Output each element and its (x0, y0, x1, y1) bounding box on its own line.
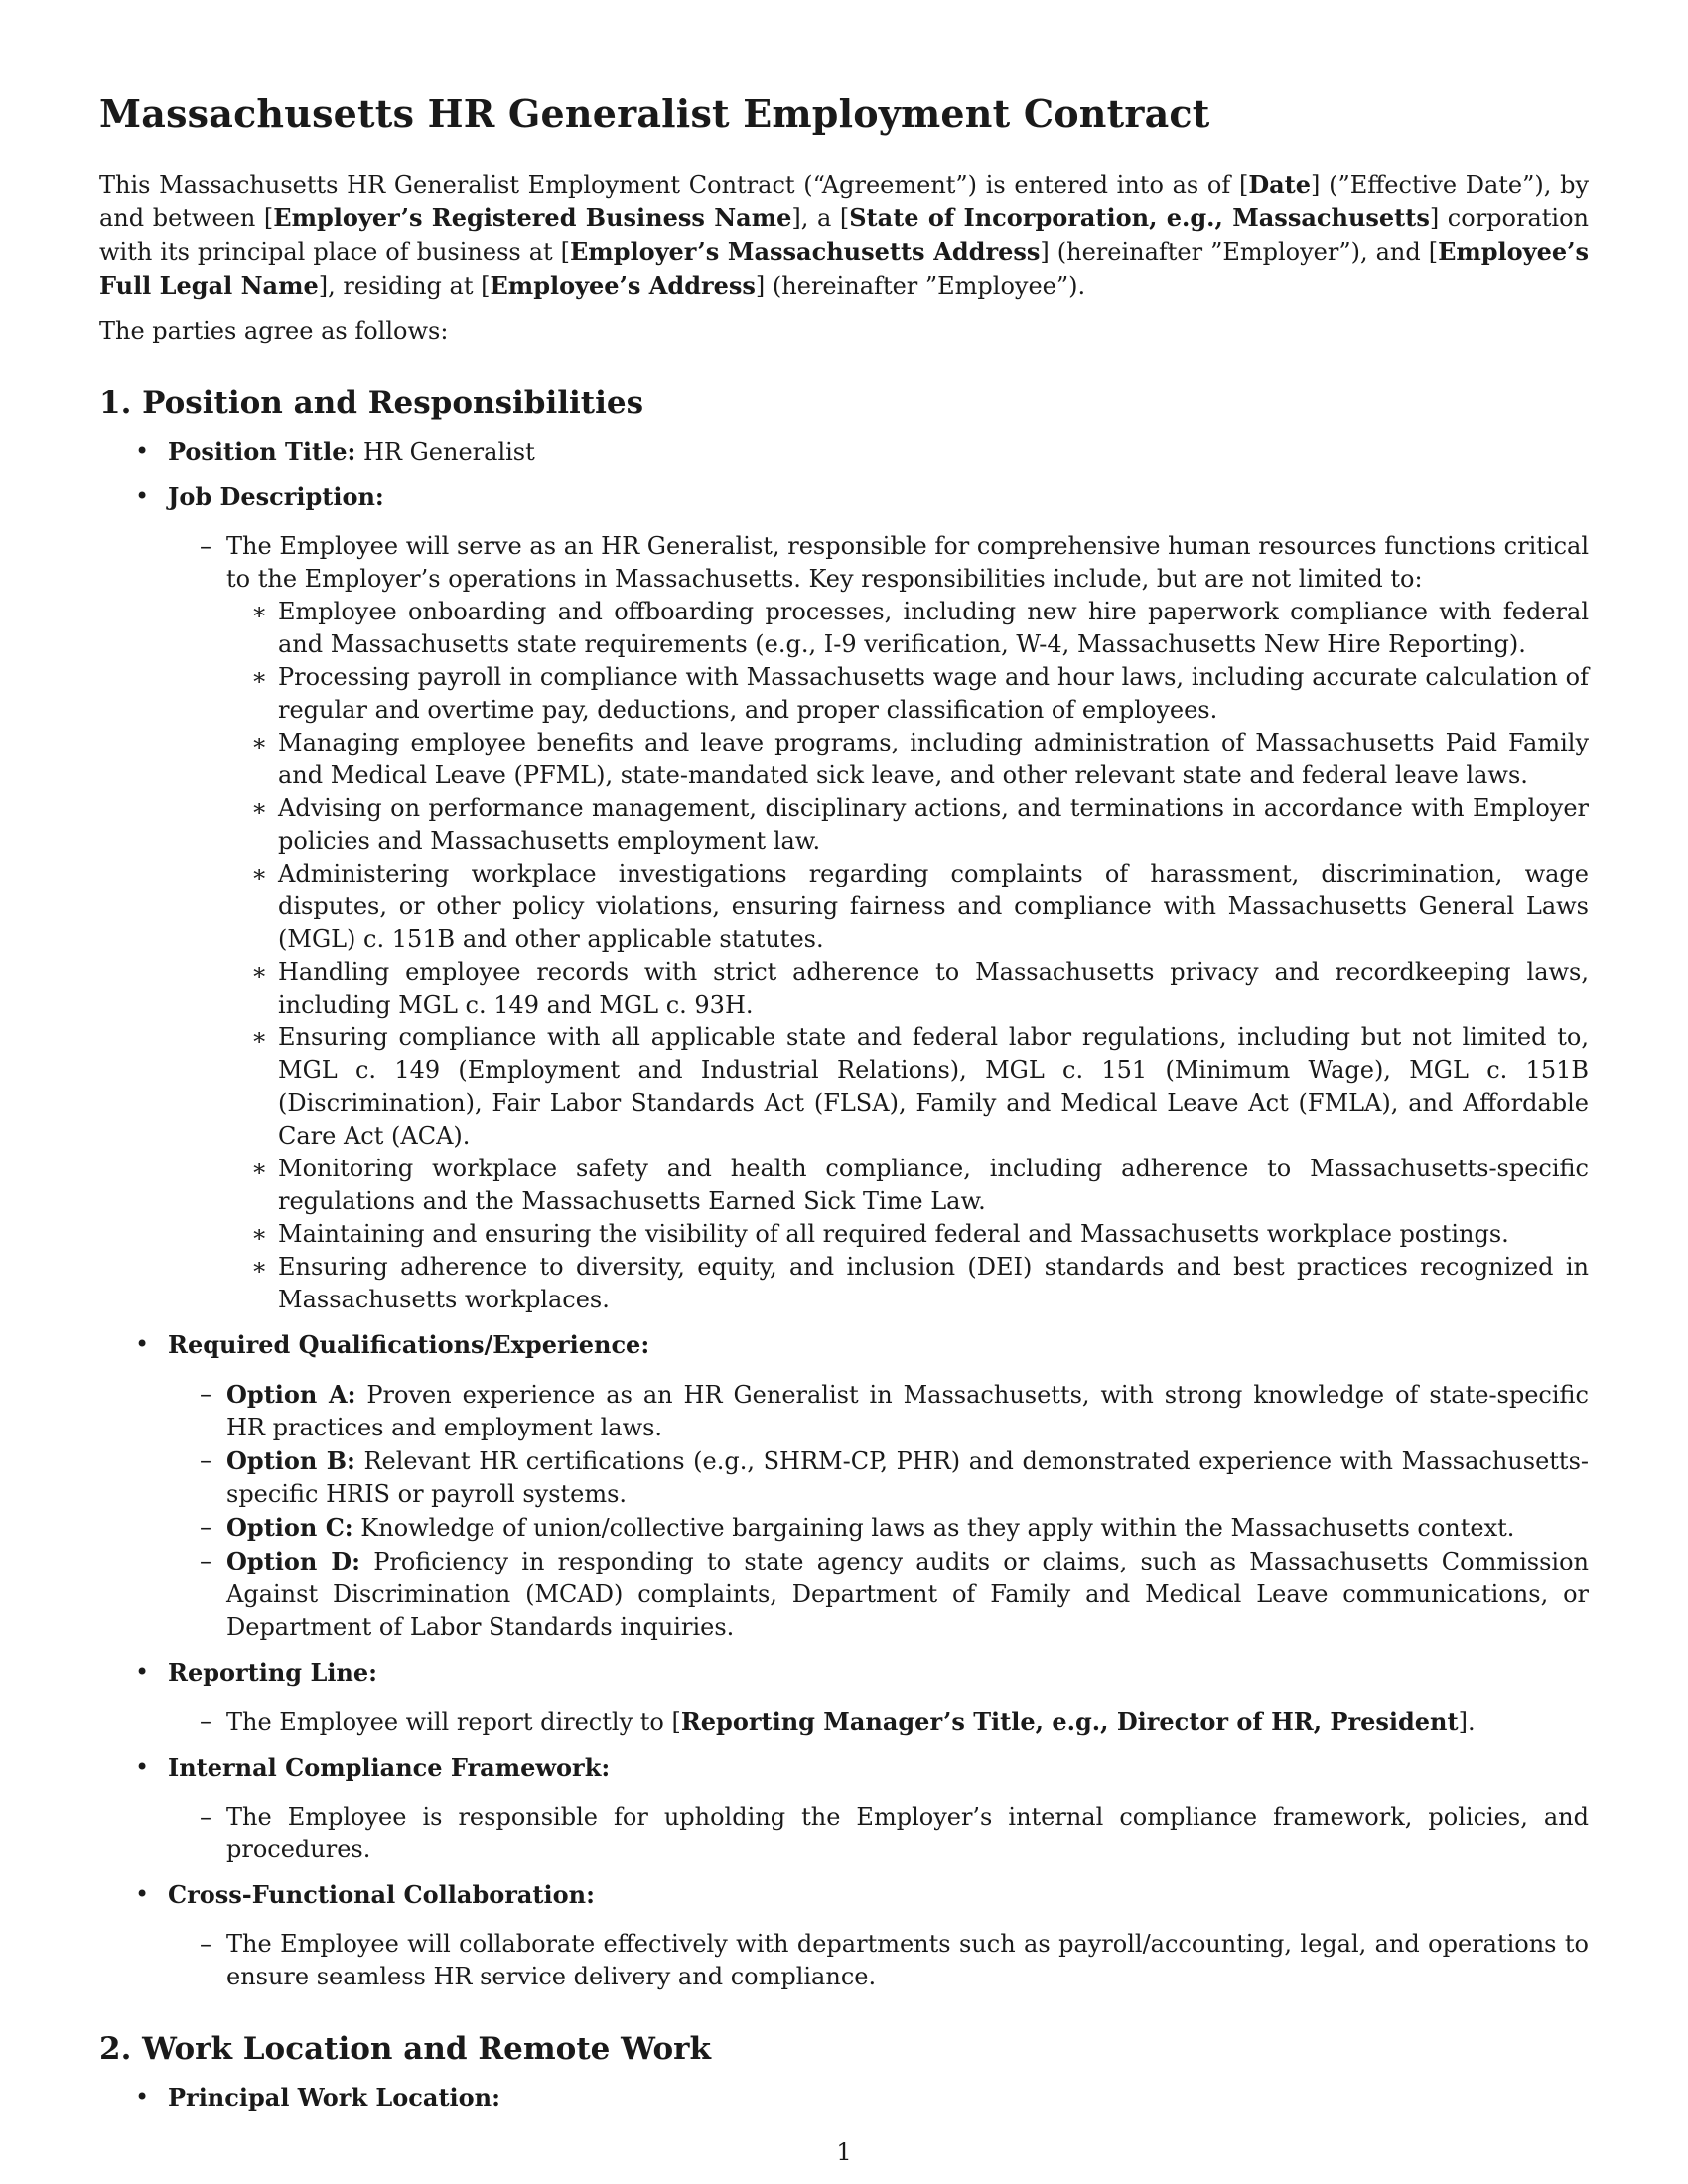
duty-item: ∗ Handling employee records with strict adherence to Massachusetts privacy and recordkeeping laws, including MGL c. 149 and MGL c. 93H. (226, 956, 1589, 1022)
duty-item: ∗ Ensuring adherence to diversity, equity, and inclusion (DEI) standards and best practices recognized in Massachusetts workplaces. (226, 1251, 1589, 1316)
job-description-text: – The Employee will serve as an HR Generalist, responsible for comprehensive human resources functions critical to the Employer’s operations in Massachusetts. Key responsibilities include, but are not limited to: ∗ Employee onboarding and offboarding processes, including new hire paperwork compliance with federal and Massachusetts state requirements (e.g., I-9 verification, W-4, Massachusetts New Hire Reporting). ∗ Processing payroll in compliance with Massachusetts wage and hour laws, including accurate calculation of regular and overtime pay, deductions, and proper classification of employees. ∗ Managing employee benefits and leave programs, including administration of Massachusetts Paid Family and Medical Leave (PFML), state-mandated sick leave, and other relevant state and federal leave laws. ∗ Advising on performance management, disciplinary actions, and terminations in accordance with Employer policies and Massachusetts employment law. ∗ Administering workplace investigations regarding complaints of harassment, discrimination, wage disputes, or other policy violations, ensuring fairness and compliance with Massachusetts General Laws (MGL) c. 151B and other applicable statutes. ∗ Handling employee records with strict adherence to Massachusetts privacy and recordkeeping laws, including MGL c. 149 and MGL c. 93H. ∗ Ensuring compliance with all applicable state and federal labor regulations, including but not limited to, MGL c. 149 (Employment and Industrial Relations), MGL c. 151 (Minimum Wage), MGL c. 151B (Discrimination), Fair Labor Standards Act (FLSA), Family and Medical Leave Act (FMLA), and Affordable Care Act (ACA). ∗ Monitoring workplace safety and health compliance, including adherence to Massachusetts-specific regulations and the Massachusetts Earned Sick Time Law. ∗ Maintaining and ensuring the visibility of all required federal and Massachusetts workplace postings. ∗ Ensuring adherence to diversity, equity, and inclusion (DEI) standards and best practices recognized in Massachusetts workplaces. (168, 530, 1589, 1316)
qualifications-item: • Required Qualifications/Experience: – Option A: Proven experience as an HR Generalist in Massachusetts, with strong knowledge of state-specific HR practices and employment laws. – Option B: Relevant HR certifications (e.g., SHRM-CP, PHR) and demonstrated experience with Massachusetts-specific HRIS or payroll systems. – Option C: Knowledge of union/collective bargaining laws as they apply within the Massachusetts context. – Option D: Proficiency in responding to state agency audits or claims, such as Massachusetts Commission Against Discrimination (MCAD) complaints, Department of Family and Medical Leave communications, or Department of Labor Standards inquiries. (99, 1328, 1589, 1644)
document-title: Massachusetts HR Generalist Employment Contract (99, 91, 1210, 136)
position-title-item: • Position Title: HR Generalist (99, 435, 1589, 469)
option-item: – Option B: Relevant HR certifications (e.g., SHRM-CP, PHR) and demonstrated experience with Massachusetts-specific HRIS or payroll systems. (168, 1444, 1589, 1511)
reporting-line-text: – The Employee will report directly to [Reporting Manager’s Title, e.g., Director of HR, President]. (168, 1706, 1589, 1739)
section-2-list (99, 2081, 1589, 2115)
section-2-heading: 2. Work Location and Remote Work (99, 2031, 711, 2067)
option-item: – Option C: Knowledge of union/collective bargaining laws as they apply within the Massachusetts context. (168, 1511, 1589, 1545)
duty-item: ∗ Maintaining and ensuring the visibility of all required federal and Massachusetts workplace postings. (226, 1218, 1589, 1251)
option-item: – Option D: Proficiency in responding to state agency audits or claims, such as Massachusetts Commission Against Discrimination (MCAD) complaints, Department of Family and Medical Leave communications, or Department of Labor Standards inquiries. (168, 1545, 1589, 1644)
intro-paragraph: This Massachusetts HR Generalist Employment Contract (“Agreement”) is entered into as of [Date] (”Effective Date”), by and between [Employer’s Registered Business Name], a [State of Incorporation, e.g., Massachusetts] corporation with its principal place of business at [Employer’s Massachusetts Address] (hereinafter ”Employer”), and [Employee’s Full Legal Name], residing at [Employee’s Address] (hereinafter ”Employee”). (99, 170, 1590, 300)
compliance-framework-text: – The Employee is responsible for upholding the Employer’s internal compliance framework, policies, and procedures. (168, 1801, 1589, 1866)
date-placeholder: Date (1248, 170, 1312, 199)
duty-item: ∗ Employee onboarding and offboarding processes, including new hire paperwork compliance with federal and Massachusetts state requirements (e.g., I-9 verification, W-4, Massachusetts New Hire Reporting). (226, 596, 1589, 661)
agree-paragraph: The parties agree as follows: (99, 317, 449, 344)
compliance-framework-item: • Internal Compliance Framework: – The Employee is responsible for upholding the Employer’s internal compliance framework, policies, and procedures. (99, 1751, 1589, 1866)
duty-item: ∗ Processing payroll in compliance with Massachusetts wage and hour laws, including accurate calculation of regular and overtime pay, deductions, and proper classification of employees. (226, 661, 1589, 727)
duty-item: ∗ Ensuring compliance with all applicable state and federal labor regulations, including but not limited to, MGL c. 149 (Employment and Industrial Relations), MGL c. 151 (Minimum Wage), MGL c. 151B (Discrimination), Fair Labor Standards Act (FLSA), Family and Medical Leave Act (FMLA), and Affordable Care Act (ACA). (226, 1022, 1589, 1153)
state-placeholder: State of Incorporation, e.g., Massachusetts (849, 204, 1430, 232)
duty-item: ∗ Administering workplace investigations regarding complaints of harassment, discrimination, wage disputes, or other policy violations, ensuring fairness and compliance with Massachusetts General Laws (MGL) c. 151B and other applicable statutes. (226, 858, 1589, 956)
section-1-list (99, 435, 1589, 1993)
employer-address-placeholder: Employer’s Massachusetts Address (570, 237, 1041, 266)
option-item: – Option A: Proven experience as an HR Generalist in Massachusetts, with strong knowledge of state-specific HR practices and employment laws. (168, 1378, 1589, 1444)
collaboration-text: – The Employee will collaborate effectively with departments such as payroll/accounting, legal, and operations to ensure seamless HR service delivery and compliance. (168, 1928, 1589, 1993)
section-1-heading: 1. Position and Responsibilities (99, 385, 644, 421)
page-number: 1 (836, 2138, 852, 2166)
principal-work-location-item: • Principal Work Location: (99, 2081, 1589, 2115)
job-description-item: • Job Description: – The Employee will serve as an HR Generalist, responsible for comprehensive human resources functions critical to the Employer’s operations in Massachusetts. Key responsibilities include, but are not limited to: ∗ Employee onboarding and offboarding processes, including new hire paperwork compliance with federal and Massachusetts state requirements (e.g., I-9 verification, W-4, Massachusetts New Hire Reporting). ∗ Processing payroll in compliance with Massachusetts wage and hour laws, including accurate calculation of regular and overtime pay, deductions, and proper classification of employees. ∗ Managing employee benefits and leave programs, including administration of Massachusetts Paid Family and Medical Leave (PFML), state-mandated sick leave, and other relevant state and federal leave laws. ∗ Advising on performance management, disciplinary actions, and terminations in accordance with Employer policies and Massachusetts employment law. ∗ Administering workplace investigations regarding complaints of harassment, discrimination, wage disputes, or other policy violations, ensuring fairness and compliance with Massachusetts General Laws (MGL) c. 151B and other applicable statutes. ∗ Handling employee records with strict adherence to Massachusetts privacy and recordkeeping laws, including MGL c. 149 and MGL c. 93H. ∗ Ensuring compliance with all applicable state and federal labor regulations, including but not limited to, MGL c. 149 (Employment and Industrial Relations), MGL c. 151 (Minimum Wage), MGL c. 151B (Discrimination), Fair Labor Standards Act (FLSA), Family and Medical Leave Act (FMLA), and Affordable Care Act (ACA). ∗ Monitoring workplace safety and health compliance, including adherence to Massachusetts-specific regulations and the Massachusetts Earned Sick Time Law. ∗ Maintaining and ensuring the visibility of all required federal and Massachusetts workplace postings. ∗ Ensuring adherence to diversity, equity, and inclusion (DEI) standards and best practices recognized in Massachusetts workplaces. (99, 480, 1589, 1316)
duties-list (226, 596, 1589, 1316)
options-list (168, 1378, 1589, 1644)
reporting-line-item: • Reporting Line: – The Employee will report directly to [Reporting Manager’s Title, e.g., Director of HR, President]. (99, 1656, 1589, 1739)
reporting-manager-placeholder: Reporting Manager’s Title, e.g., Director of HR, President (680, 1707, 1459, 1736)
duty-item: ∗ Monitoring workplace safety and health compliance, including adherence to Massachusetts-specific regulations and the Massachusetts Earned Sick Time Law. (226, 1153, 1589, 1218)
duty-item: ∗ Managing employee benefits and leave programs, including administration of Massachusetts Paid Family and Medical Leave (PFML), state-mandated sick leave, and other relevant state and federal leave laws. (226, 727, 1589, 792)
duty-item: ∗ Advising on performance management, disciplinary actions, and terminations in accordance with Employer policies and Massachusetts employment law. (226, 792, 1589, 858)
contract-page (99, 91, 1589, 2115)
employer-name-placeholder: Employer’s Registered Business Name (273, 204, 792, 232)
collaboration-item: • Cross-Functional Collaboration: – The Employee will collaborate effectively with departments such as payroll/accounting, legal, and operations to ensure seamless HR service delivery and compliance. (99, 1878, 1589, 1993)
employee-name-placeholder: Employee’s Full Legal Name (99, 237, 1590, 300)
employee-address-placeholder: Employee’s Address (490, 271, 756, 300)
